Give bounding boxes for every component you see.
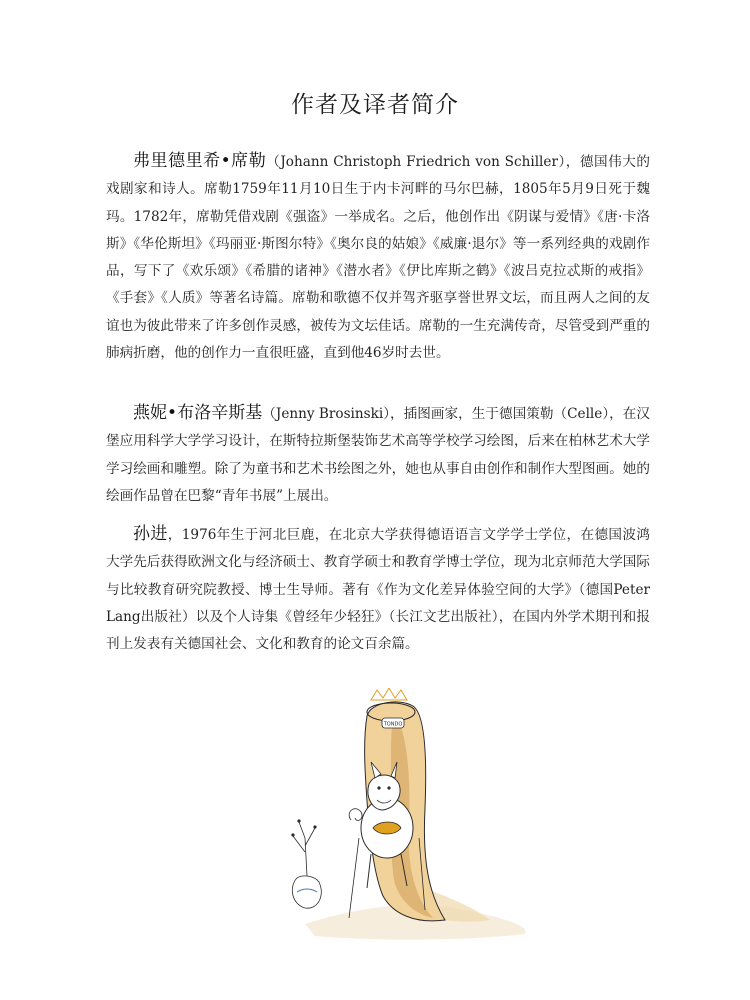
bio-sun-jin bbox=[106, 521, 650, 658]
plant-bud bbox=[291, 833, 294, 836]
swirl bbox=[349, 809, 362, 821]
bio-text: ，1976年生于河北巨鹿，在北京大学获得德语语言文学学士学位，在德国波鸿大学先后获得欧洲文化与经济硕士、教育学硕士和教育学博士学位，现为北京师范大学国际与比较教育研究院教授、博士生导师。著有《作为文化差异体验空间的大学》（德国Peter Lang出版社）以及个人诗集《曾经年少轻狂》（长江文艺出版社），在国内外学术期刊和报刊上发表有关德国社会、文化和教育的论文百余篇。 bbox=[106, 527, 651, 653]
bio-text: （Jenny Brosinski），插图画家，生于德国策勒（Celle），在汉堡应用科学大学学习设计，在斯特拉斯堡装饰艺术高等学校学习绘图，后来在柏林艺术大学学习绘画和雕塑。除了为童书和艺术书绘图之外，她也从事自由创作和制作大型图画。她的绘画作品曾在巴黎“青年书展”上展出。 bbox=[106, 406, 650, 504]
donkey-eye bbox=[387, 786, 390, 789]
illustration bbox=[275, 688, 535, 944]
page-title: 作者及译者简介 bbox=[291, 92, 459, 118]
plant-bud bbox=[313, 825, 316, 828]
bio-text: （Johann Christoph Friedrich von Schiller），德国伟大的戏剧家和诗人。席勒1759年11月10日生于内卡河畔的马尔巴赫，1805年5月9日死于魏玛。1782年，席勒凭借戏剧《强盗》一举成名。之后，他创作出《阴谋与爱情》《唐·卡洛斯》《华伦斯坦》《玛丽亚·斯图尔特》《奥尔良的姑娘》《威廉·退尔》等一系列经典的戏剧作品，写下了《欢乐颂》《希腊的诸神》《潜水者》《伊比库斯之鹤》《波吕克拉忒斯的戒指》《手套》《人质》等著名诗篇。席勒和歌德不仅并驾齐驱享誉世界文坛，而且两人之间的友谊也为彼此带来了许多创作灵感，被传为文坛佳话。席勒的一生充满传奇，尽管受到严重的肺病折磨，他的创作力一直很旺盛，直到他46岁时去世。 bbox=[106, 154, 650, 362]
crown bbox=[371, 688, 407, 700]
donkey-eye bbox=[377, 786, 380, 789]
bio-name: 孙进 bbox=[133, 524, 168, 544]
plaque-text: TONDO bbox=[383, 721, 403, 728]
donkey-leg bbox=[367, 854, 371, 888]
bio-schiller bbox=[106, 148, 650, 367]
bio-brosinski bbox=[106, 400, 650, 510]
bio-name: 燕妮•布洛辛斯基 bbox=[133, 403, 263, 423]
plant-bud bbox=[297, 819, 300, 822]
chair-leg bbox=[349, 838, 359, 918]
bio-name: 弗里德里希•席勒 bbox=[133, 151, 267, 171]
plant-stem bbox=[293, 822, 315, 876]
